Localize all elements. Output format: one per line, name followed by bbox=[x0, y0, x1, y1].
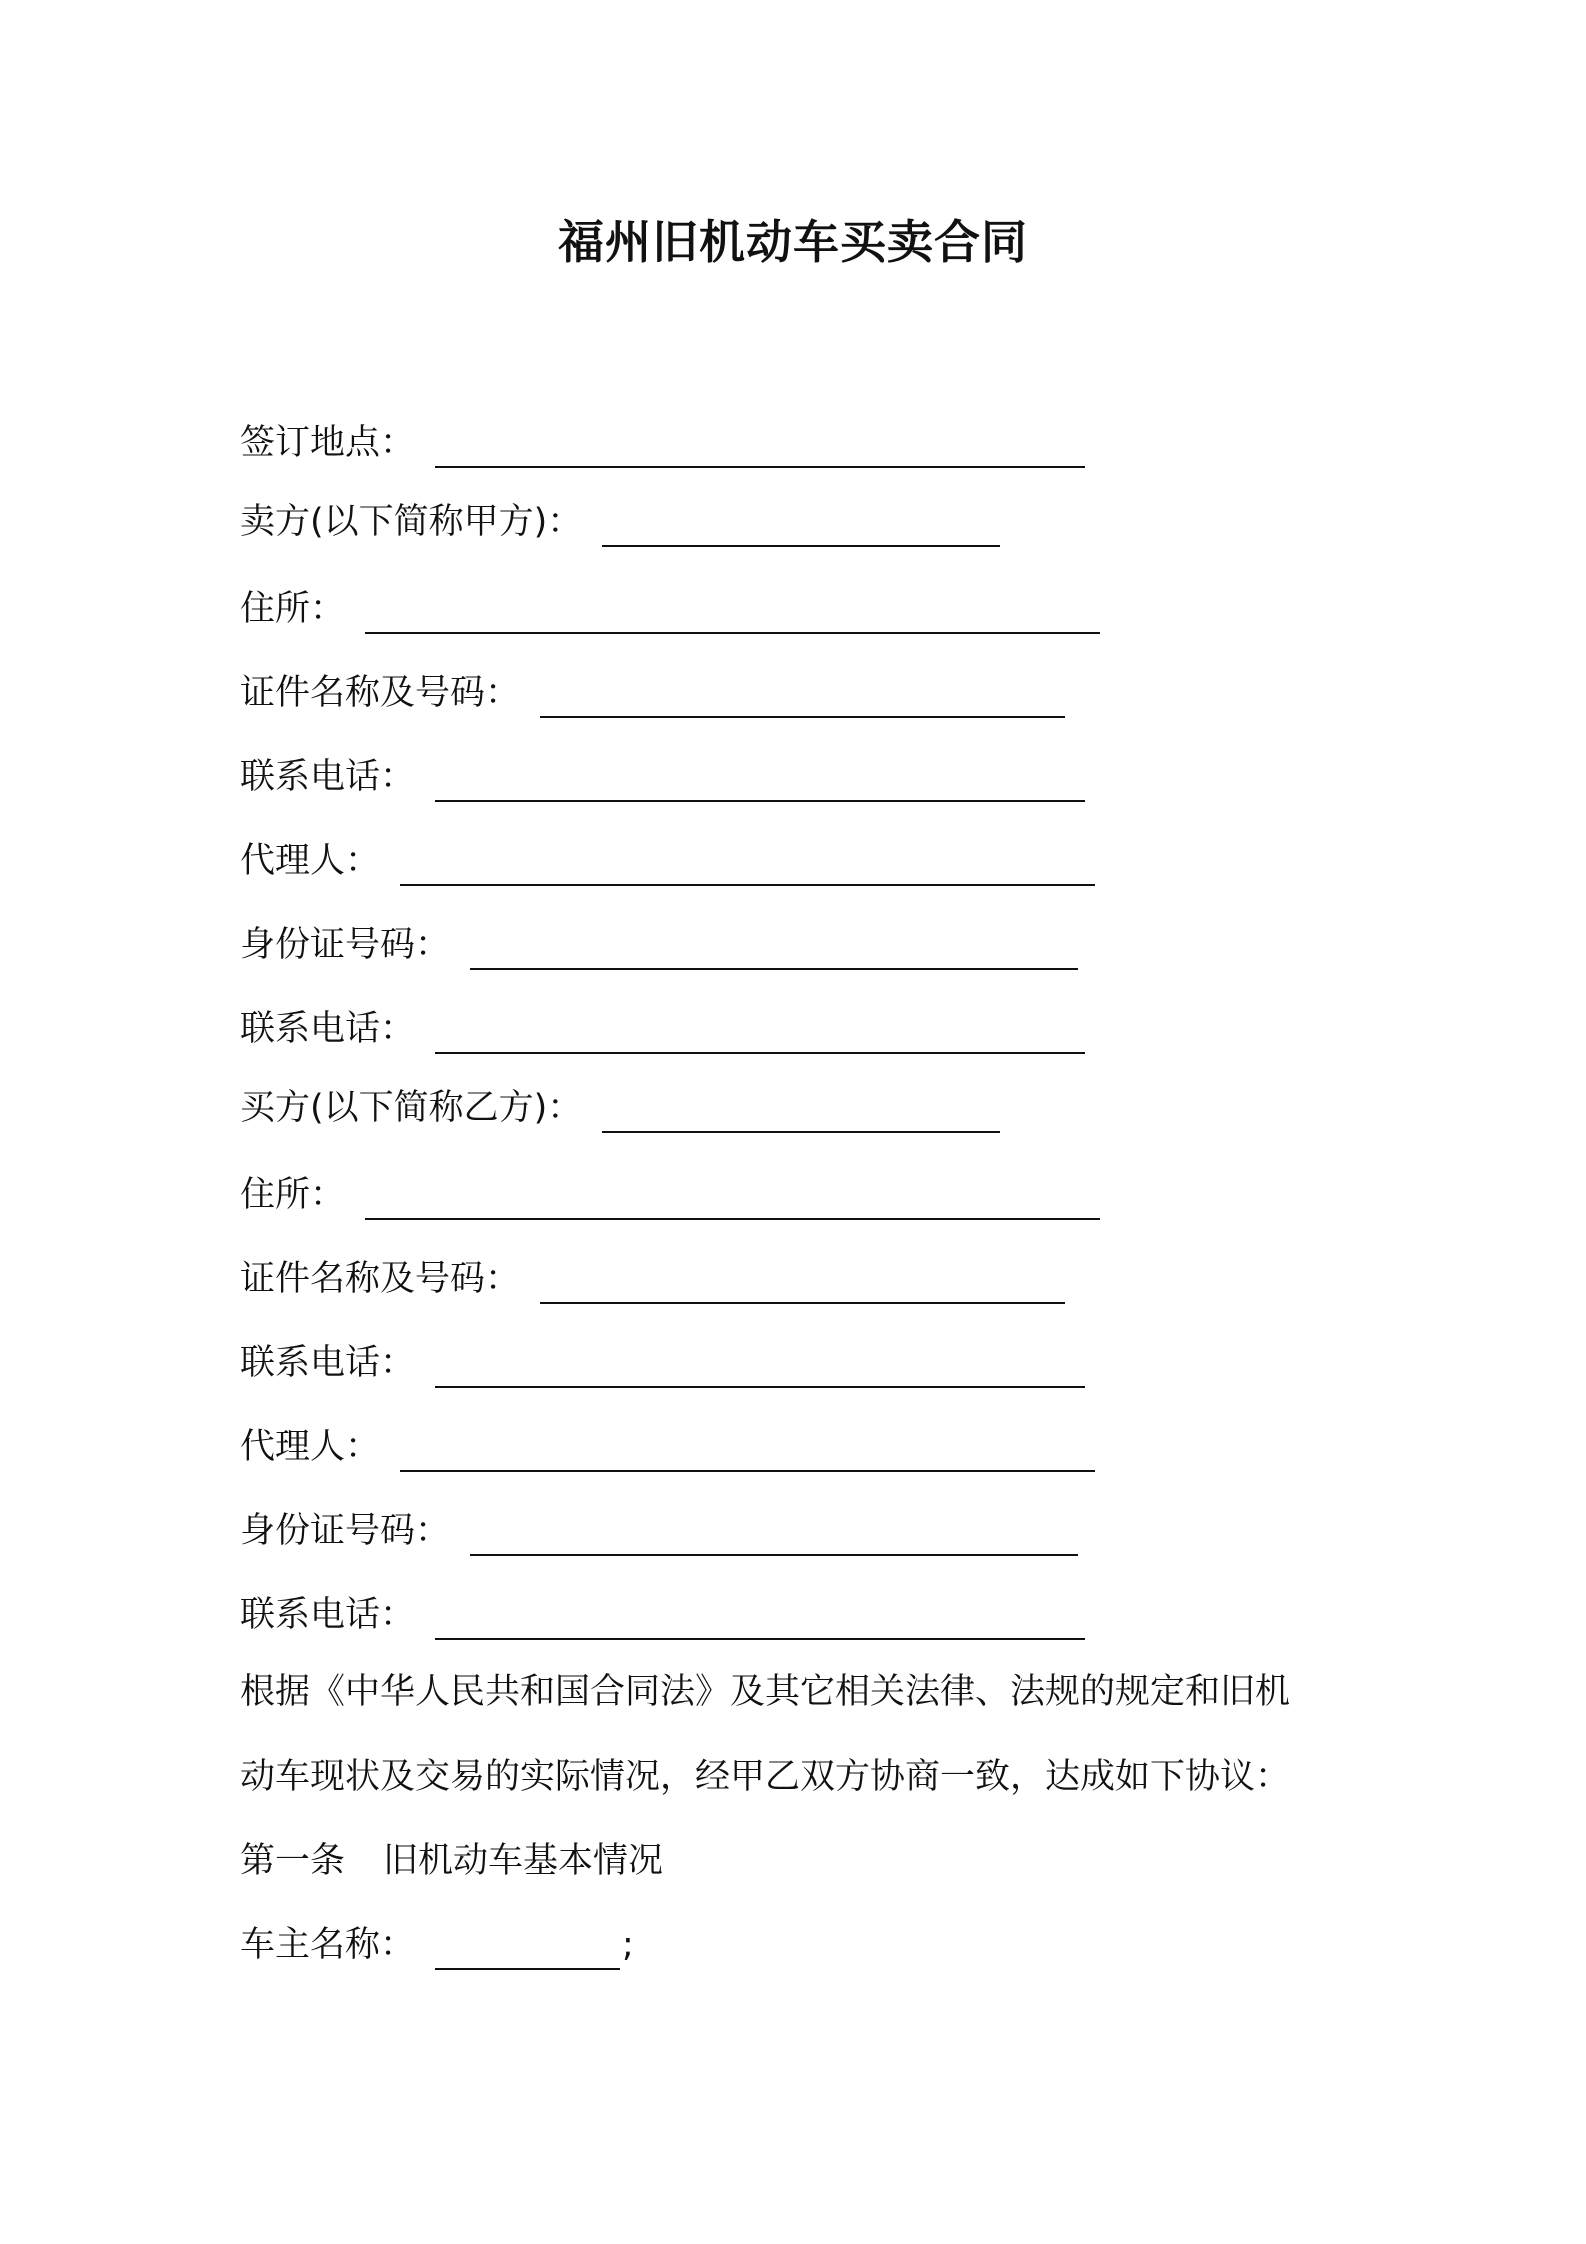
buyer-address-blank[interactable] bbox=[365, 1180, 1100, 1220]
seller-agent-phone-blank[interactable] bbox=[435, 1014, 1085, 1054]
seller-address-blank[interactable] bbox=[365, 594, 1100, 634]
seller-agent-phone-label: 联系电话： bbox=[240, 1009, 416, 1049]
buyer-phone-line bbox=[240, 1338, 1085, 1388]
buyer-name-line bbox=[240, 1083, 1000, 1133]
seller-agent-blank[interactable] bbox=[400, 846, 1095, 886]
buyer-agent-blank[interactable] bbox=[400, 1432, 1095, 1472]
seller-agent-id-label: 身份证号码： bbox=[240, 925, 451, 965]
seller-agent-phone-line bbox=[240, 1004, 1085, 1054]
preamble-line-1: 根据《中华人民共和国合同法》及其它相关法律、法规的规定和旧机 bbox=[240, 1672, 1291, 1712]
buyer-phone-label: 联系电话： bbox=[240, 1343, 416, 1383]
owner-name-label: 车主名称： bbox=[240, 1925, 416, 1965]
seller-phone-line bbox=[240, 752, 1085, 802]
buyer-name-label: 买方(以下简称乙方)： bbox=[240, 1088, 583, 1128]
signing-place-line bbox=[240, 418, 1085, 468]
buyer-agent-label: 代理人： bbox=[240, 1427, 381, 1467]
seller-address-line bbox=[240, 584, 1100, 634]
buyer-agent-phone-label: 联系电话： bbox=[240, 1595, 416, 1635]
buyer-id-blank[interactable] bbox=[540, 1264, 1065, 1304]
buyer-agent-id-blank[interactable] bbox=[470, 1516, 1078, 1556]
seller-name-blank[interactable] bbox=[602, 507, 1000, 547]
seller-agent-line bbox=[240, 836, 1095, 886]
document-title: 福州旧机动车买卖合同 bbox=[558, 215, 1028, 269]
seller-phone-label: 联系电话： bbox=[240, 757, 416, 797]
article-1-title: 旧机动车基本情况 bbox=[383, 1841, 664, 1881]
buyer-agent-phone-blank[interactable] bbox=[435, 1600, 1085, 1640]
owner-name-blank[interactable] bbox=[435, 1930, 620, 1970]
seller-id-blank[interactable] bbox=[540, 678, 1065, 718]
buyer-address-line bbox=[240, 1170, 1100, 1220]
seller-agent-id-line bbox=[240, 920, 1078, 970]
preamble-line-2: 动车现状及交易的实际情况，经甲乙双方协商一致，达成如下协议： bbox=[240, 1757, 1291, 1797]
seller-phone-blank[interactable] bbox=[435, 762, 1085, 802]
seller-address-label: 住所： bbox=[240, 589, 346, 629]
buyer-agent-phone-line bbox=[240, 1590, 1085, 1640]
signing-place-label: 签订地点： bbox=[240, 423, 416, 463]
seller-name-line bbox=[240, 497, 1000, 547]
signing-place-blank[interactable] bbox=[435, 428, 1085, 468]
owner-name-semicolon: ; bbox=[622, 1925, 634, 1965]
buyer-agent-id-line bbox=[240, 1506, 1078, 1556]
seller-agent-id-blank[interactable] bbox=[470, 930, 1078, 970]
seller-id-line bbox=[240, 668, 1065, 718]
buyer-name-blank[interactable] bbox=[602, 1093, 1000, 1133]
buyer-address-label: 住所： bbox=[240, 1175, 346, 1215]
seller-id-label: 证件名称及号码： bbox=[240, 673, 521, 713]
article-1-number: 第一条 bbox=[240, 1841, 346, 1881]
buyer-phone-blank[interactable] bbox=[435, 1348, 1085, 1388]
buyer-id-line bbox=[240, 1254, 1065, 1304]
seller-name-label: 卖方(以下简称甲方)： bbox=[240, 502, 583, 542]
article-1-heading bbox=[240, 1836, 663, 1886]
buyer-id-label: 证件名称及号码： bbox=[240, 1259, 521, 1299]
buyer-agent-line bbox=[240, 1422, 1095, 1472]
owner-name-line bbox=[240, 1920, 634, 1970]
seller-agent-label: 代理人： bbox=[240, 841, 381, 881]
buyer-agent-id-label: 身份证号码： bbox=[240, 1511, 451, 1551]
